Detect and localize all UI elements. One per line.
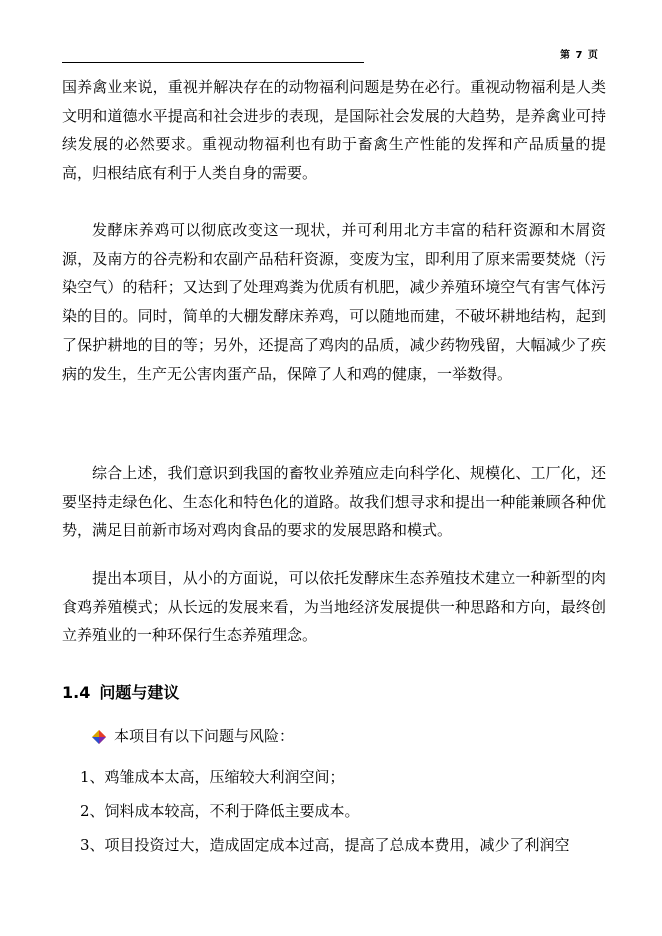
bullet-text: 本项目有以下问题与风险： (114, 727, 295, 745)
bullet-item (92, 724, 294, 751)
paragraph-summary: 综合上述，我们意识到我国的畜牧业养殖应走向科学化、规模化、工厂化，还要坚持走绿色化、生态化和特色化的道路。故我们想寻求和提出一种能兼顾各种优势，满足目前新市场对鸡肉食品的要求的发展思路和模式。 (62, 464, 606, 540)
section-title: 问题与建议 (99, 683, 180, 702)
list-item: 1、鸡雏成本太高，压缩较大利润空间； (80, 768, 345, 786)
paragraph-animal-welfare: 国养禽业来说，重视并解决存在的动物福利问题是势在必行。重视动物福利是人类文明和道德水平提高和社会进步的表现，是国际社会发展的大趋势，是养禽业可持续发展的必然要求。重视动物福利也有助于畜禽生产性能的发挥和产品质量的提高，归根结底有利于人类自身的需要。 (62, 78, 606, 183)
list-item: 2、饲料成本较高，不利于降低主要成本。 (80, 802, 360, 820)
paragraph-project-proposal: 提出本项目，从小的方面说，可以依托发酵床生态养殖技术建立一种新型的肉食鸡养殖模式；从长远的发展来看，为当地经济发展提供一种思路和方向，最终创立养殖业的一种环保行生态养殖理念。 (62, 569, 606, 645)
page-number: 第 7 页 (560, 50, 599, 61)
section-number: 1.4 (62, 683, 91, 702)
section-heading (62, 682, 179, 704)
paragraph-fermentation-bed: 发酵床养鸡可以彻底改变这一现状，并可利用北方丰富的秸秆资源和木屑资源，及南方的谷壳粉和农副产品秸秆资源，变废为宝，即利用了原来需要焚烧（污染空气）的秸秆；又达到了处理鸡粪为优质有机肥，减少养殖环境空气有害气体污染的目的。同时，简单的大棚发酵床养鸡，可以随地而建，不破坏耕地结构，起到了保护耕地的目的等；另外，还提高了鸡肉的品质，减少药物残留，大幅减少了疾病的发生，生产无公害肉蛋产品，保障了人和鸡的健康，一举数得。 (62, 221, 606, 383)
list-item: 3、项目投资过大，造成固定成本过高，提高了总成本费用，减少了利润空 (80, 836, 570, 854)
diamond-bullet-icon (92, 727, 106, 751)
header-rule (62, 62, 364, 63)
